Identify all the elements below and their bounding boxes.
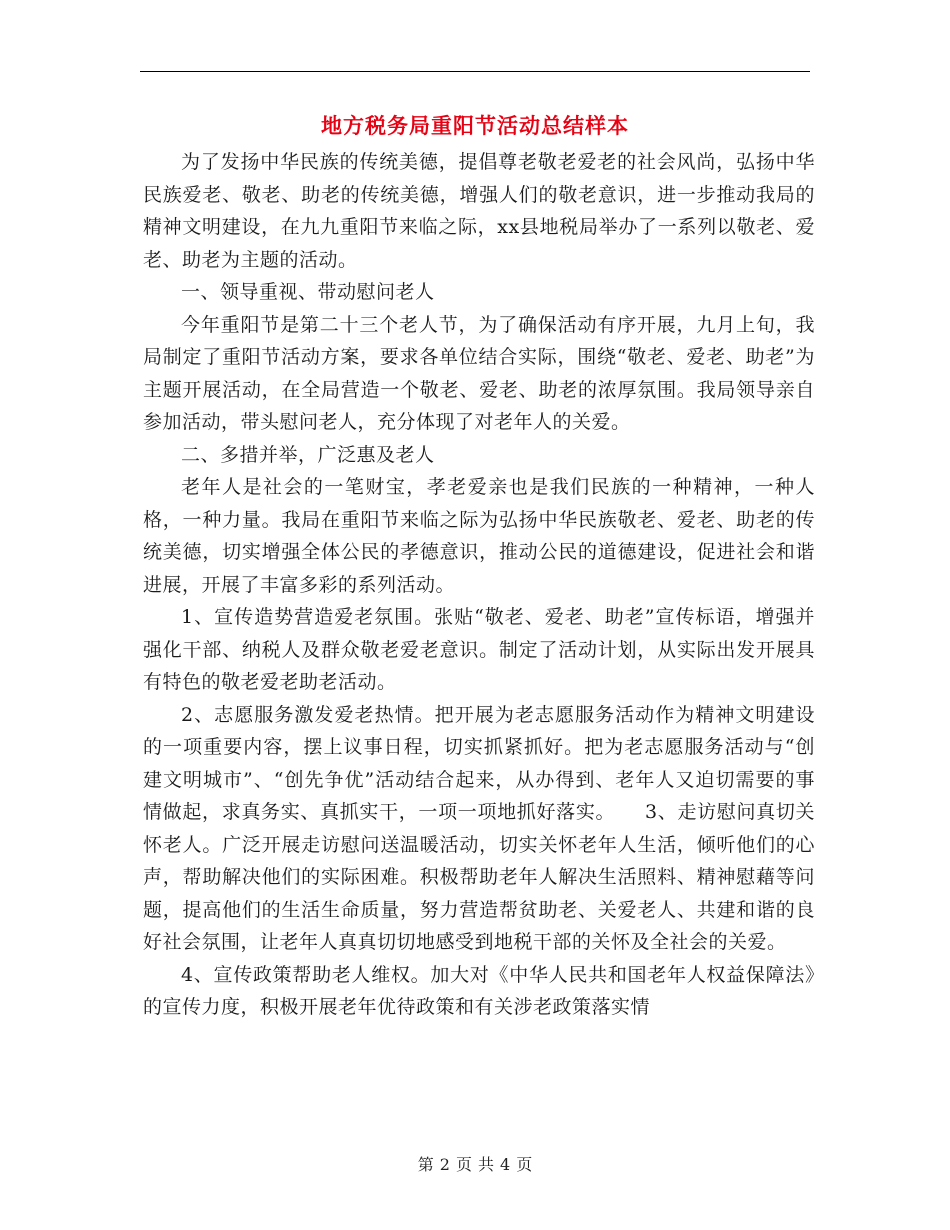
footer-total-word: 共 xyxy=(478,1155,495,1174)
paragraph-intro: 为了发扬中华民族的传统美德，提倡尊老敬老爱老的社会风尚，弘扬中华民族爱老、敬老、助老的传统美德，增强人们的敬老意识，进一步推动我局的精神文明建设，在九九重阳节来临之际，xx县地税局举办了一系列以敬老、爱老、助老为主题的活动。 xyxy=(143,151,815,271)
section-heading-1: 一、领导重视、带动慰问老人 xyxy=(181,281,435,303)
document-title: 地方税务局重阳节活动总结样本 xyxy=(321,113,629,138)
page-footer xyxy=(0,1153,950,1177)
paragraph-item-1: 1、宣传造势营造爱老氛围。张贴“敬老、爱老、助老”宣传标语，增强并强化干部、纳税人及群众敬老爱老意识。制定了活动计划，从实际出发开展具有特色的敬老爱老助老活动。 xyxy=(143,606,815,693)
paragraph-section-2: 老年人是社会的一笔财宝，孝老爱亲也是我们民族的一种精神，一种人格，一种力量。我局在重阳节来临之际为弘扬中华民族敬老、爱老、助老的传统美德，切实增强全体公民的孝德意识，推动公民的道德建设，促进社会和谐进展，开展了丰富多彩的系列活动。 xyxy=(143,476,815,596)
paragraph-section-1: 今年重阳节是第二十三个老人节，为了确保活动有序开展，九月上旬，我局制定了重阳节活动方案，要求各单位结合实际，围绕“敬老、爱老、助老”为主题开展活动，在全局营造一个敬老、爱老、助老的浓厚氛围。我局领导亲自参加活动，带头慰问老人，充分体现了对老年人的关爱。 xyxy=(143,313,815,433)
footer-suffix: 页 xyxy=(516,1155,533,1174)
footer-total-pages: 4 xyxy=(500,1155,511,1174)
paragraph-item-4: 4、宣传政策帮助老人维权。加大对《中华人民共和国老年人权益保障法》的宣传力度，积极开展老年优待政策和有关涉老政策落实情 xyxy=(143,963,815,1018)
section-heading-2: 二、多措并举，广泛惠及老人 xyxy=(181,443,435,466)
header-rule xyxy=(140,71,810,72)
paragraph-item-2-3: 2、志愿服务激发爱老热情。把开展为老志愿服务活动作为精神文明建设的一项重要内容，摆上议事日程，切实抓紧抓好。把为老志愿服务活动与“创建文明城市”、“创先争优”活动结合起来，从办得到、老年人又迫切需要的事情做起，求真务实、真抓实干，一项一项地抓好落实。 3、走访慰问真切关怀老人。广泛开展走访慰问送温暖活动，切实关怀老年人生活，倾听他们的心声，帮助解决他们的实际困难。积极帮助老年人解决生活照料、精神慰藉等问题，提高他们的生活生命质量，努力营造帮贫助老、关爱老人、共建和谐的良好社会氛围，让老年人真真切切地感受到地税干部的关怀及全社会的关爱。 xyxy=(143,703,815,953)
footer-current-page: 2 xyxy=(439,1155,450,1174)
footer-prefix: 第 xyxy=(417,1155,434,1174)
footer-page-word: 页 xyxy=(455,1155,472,1174)
document-body xyxy=(143,146,815,1024)
